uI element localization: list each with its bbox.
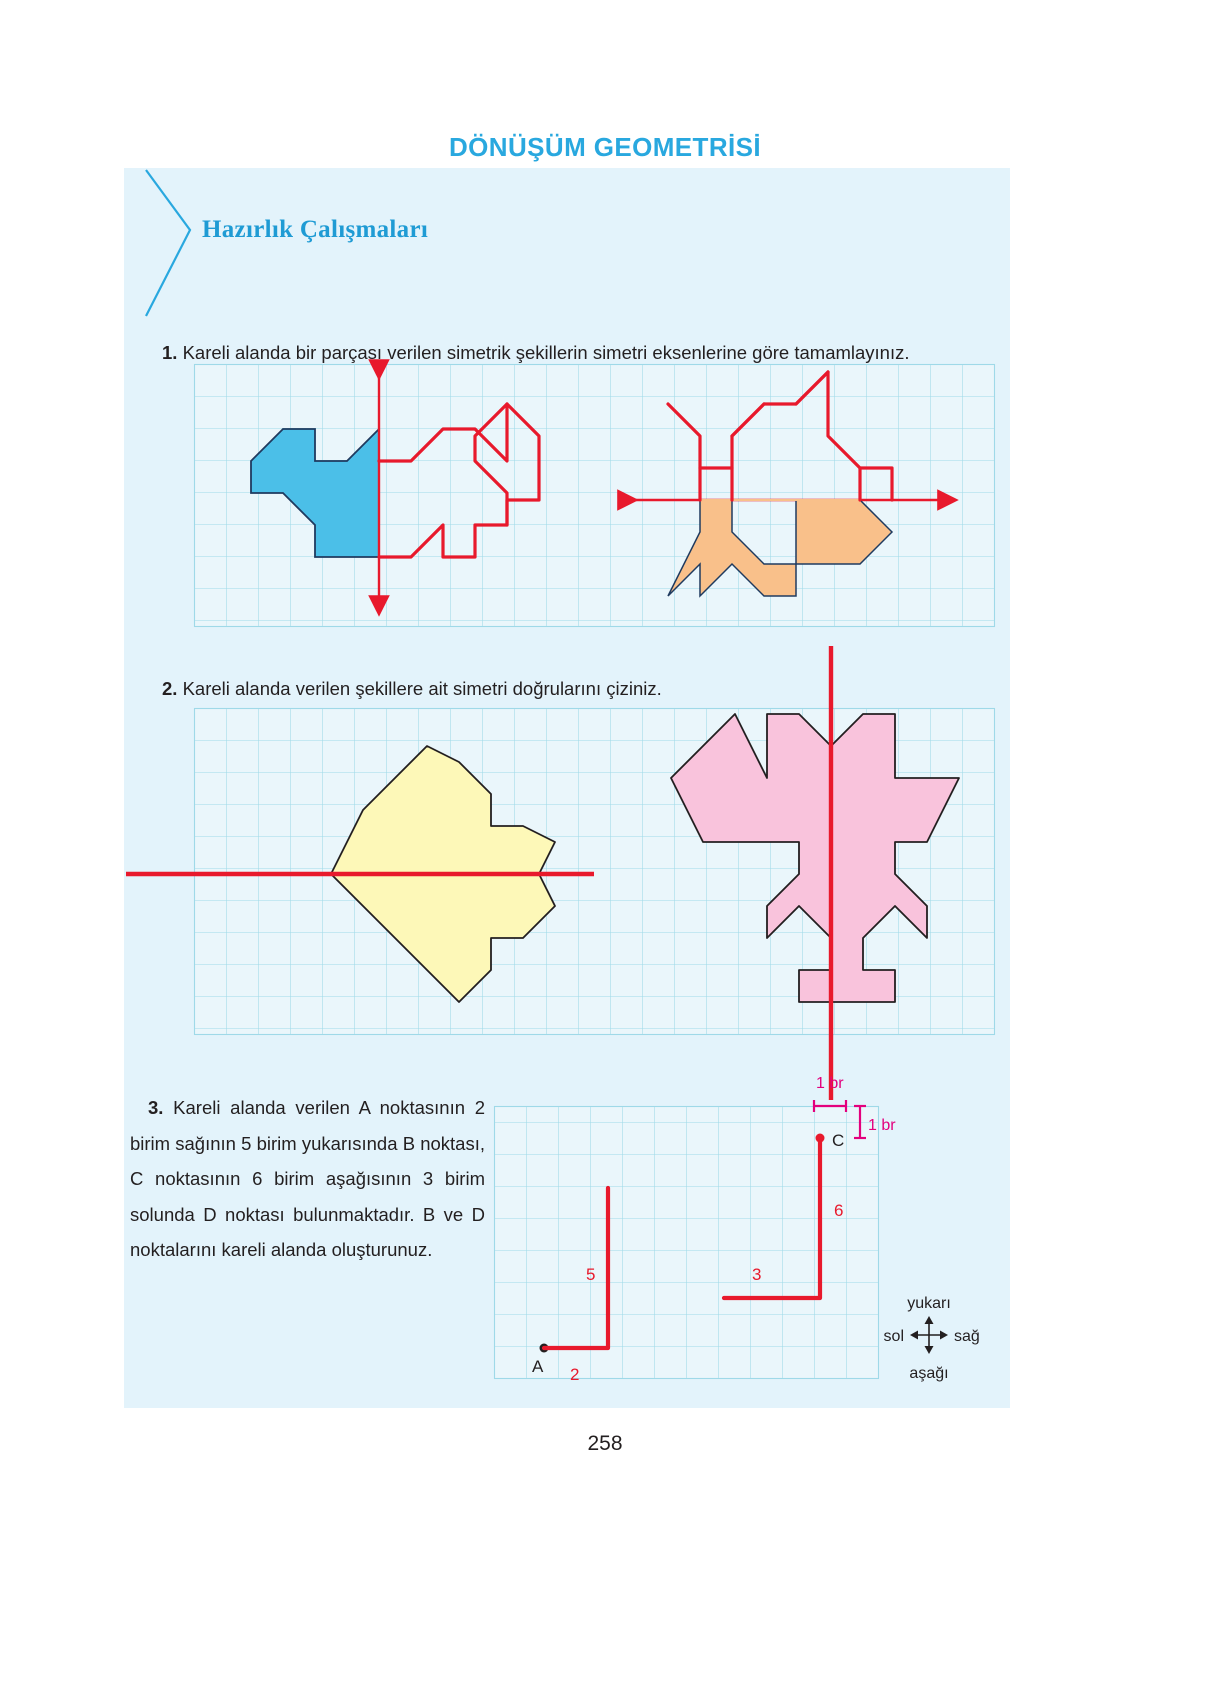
question-3-text: Kareli alanda verilen A noktasının 2 birim sağının 5 birim yukarısında B noktası, C noktasının 6 birim aşağısının 3 birim solunda D noktası bulunmaktadır. B ve D noktalarını kareli alanda oluşturunuz. (130, 1097, 486, 1261)
question-1-text: Kareli alanda bir parçası verilen simetrik şekillerin simetri eksenlerine göre tamamlayınız. (182, 342, 910, 363)
compass-up-label: yukarı (907, 1295, 951, 1312)
section-header: Hazırlık Çalışmaları (202, 216, 429, 243)
measure-left-3-label: 3 (752, 1265, 762, 1284)
question-3-number: 3. (148, 1097, 164, 1118)
figure-question-1 (194, 364, 1010, 634)
measure-down-6-label: 6 (834, 1201, 844, 1220)
page-number: 258 (587, 1432, 623, 1455)
page-title: DÖNÜŞÜM GEOMETRİSİ (449, 132, 761, 162)
question-2-number: 2. (162, 678, 178, 699)
compass-down-label: aşağı (909, 1365, 949, 1382)
compass-left-label: sol (883, 1328, 904, 1345)
question-2-row (162, 676, 862, 703)
figure-question-2 (194, 708, 1024, 1138)
compass-right-label: sağ (954, 1328, 980, 1345)
measure-right-2-label: 2 (570, 1365, 580, 1384)
question-1-row (162, 340, 992, 367)
dimension-horizontal-1br (814, 1075, 846, 1112)
question-3-text-block (130, 1090, 485, 1268)
compass-rose (884, 1295, 980, 1382)
measure-up-5-label: 5 (586, 1265, 596, 1284)
dimension-vertical-label: 1 br (868, 1117, 896, 1134)
dimension-horizontal-label: 1 br (816, 1075, 844, 1092)
point-a-label: A (532, 1357, 544, 1376)
question-1-number: 1. (162, 342, 178, 363)
question-2-text: Kareli alanda verilen şekillere ait simetri doğrularını çiziniz. (182, 678, 662, 699)
figure-question-3 (494, 1075, 1004, 1410)
point-c-label: C (832, 1131, 845, 1150)
